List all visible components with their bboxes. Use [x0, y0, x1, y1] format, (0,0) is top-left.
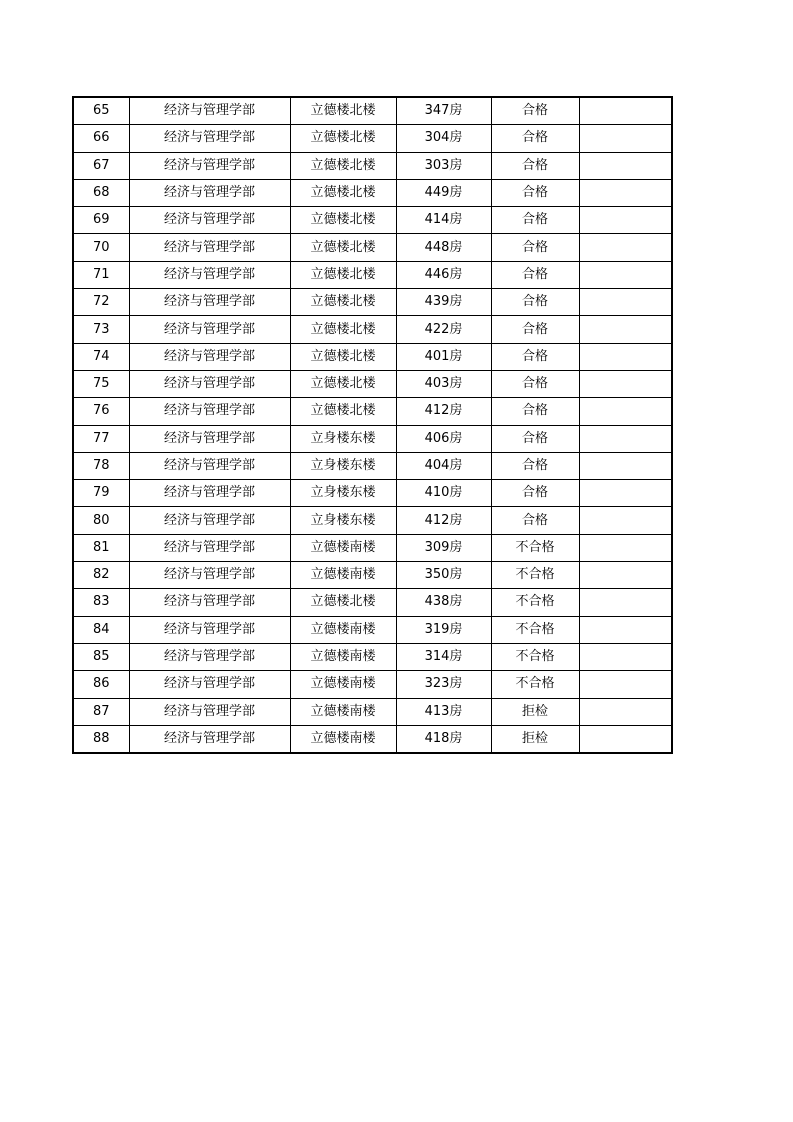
table-row [73, 562, 672, 589]
department-cell: 经济与管理学部 [129, 671, 290, 698]
building-cell: 立德楼北楼 [290, 289, 396, 316]
result-cell: 不合格 [491, 534, 579, 561]
department-cell: 经济与管理学部 [129, 289, 290, 316]
building-cell: 立德楼南楼 [290, 725, 396, 753]
department-cell: 经济与管理学部 [129, 616, 290, 643]
row-number-cell: 66 [73, 125, 129, 152]
department-cell: 经济与管理学部 [129, 725, 290, 753]
building-cell: 立德楼南楼 [290, 671, 396, 698]
building-cell: 立德楼北楼 [290, 370, 396, 397]
room-cell: 410房 [396, 480, 491, 507]
row-number-cell: 86 [73, 671, 129, 698]
inspection-table [72, 96, 673, 754]
result-cell: 不合格 [491, 671, 579, 698]
note-cell [579, 261, 672, 288]
result-cell: 合格 [491, 425, 579, 452]
row-number-cell: 72 [73, 289, 129, 316]
row-number-cell: 69 [73, 207, 129, 234]
room-cell: 422房 [396, 316, 491, 343]
result-cell: 合格 [491, 480, 579, 507]
result-cell: 合格 [491, 507, 579, 534]
result-cell: 合格 [491, 97, 579, 125]
result-cell: 合格 [491, 370, 579, 397]
department-cell: 经济与管理学部 [129, 152, 290, 179]
department-cell: 经济与管理学部 [129, 480, 290, 507]
row-number-cell: 67 [73, 152, 129, 179]
row-number-cell: 73 [73, 316, 129, 343]
note-cell [579, 343, 672, 370]
table-row [73, 671, 672, 698]
note-cell [579, 671, 672, 698]
building-cell: 立德楼南楼 [290, 534, 396, 561]
row-number-cell: 85 [73, 643, 129, 670]
building-cell: 立德楼南楼 [290, 643, 396, 670]
result-cell: 不合格 [491, 643, 579, 670]
room-cell: 438房 [396, 589, 491, 616]
building-cell: 立德楼北楼 [290, 343, 396, 370]
room-cell: 413房 [396, 698, 491, 725]
table-row [73, 370, 672, 397]
department-cell: 经济与管理学部 [129, 370, 290, 397]
room-cell: 323房 [396, 671, 491, 698]
row-number-cell: 80 [73, 507, 129, 534]
note-cell [579, 589, 672, 616]
room-cell: 401房 [396, 343, 491, 370]
row-number-cell: 75 [73, 370, 129, 397]
result-cell: 合格 [491, 261, 579, 288]
result-cell: 合格 [491, 452, 579, 479]
row-number-cell: 74 [73, 343, 129, 370]
room-cell: 403房 [396, 370, 491, 397]
table-row [73, 289, 672, 316]
department-cell: 经济与管理学部 [129, 562, 290, 589]
building-cell: 立德楼北楼 [290, 125, 396, 152]
department-cell: 经济与管理学部 [129, 452, 290, 479]
table-row [73, 316, 672, 343]
room-cell: 303房 [396, 152, 491, 179]
result-cell: 拒检 [491, 725, 579, 753]
room-cell: 412房 [396, 398, 491, 425]
note-cell [579, 480, 672, 507]
note-cell [579, 452, 672, 479]
result-cell: 合格 [491, 289, 579, 316]
building-cell: 立身楼东楼 [290, 452, 396, 479]
building-cell: 立身楼东楼 [290, 480, 396, 507]
table-row [73, 343, 672, 370]
department-cell: 经济与管理学部 [129, 507, 290, 534]
result-cell: 合格 [491, 152, 579, 179]
department-cell: 经济与管理学部 [129, 343, 290, 370]
note-cell [579, 534, 672, 561]
note-cell [579, 289, 672, 316]
building-cell: 立德楼北楼 [290, 398, 396, 425]
row-number-cell: 68 [73, 179, 129, 206]
note-cell [579, 125, 672, 152]
building-cell: 立德楼北楼 [290, 152, 396, 179]
row-number-cell: 79 [73, 480, 129, 507]
department-cell: 经济与管理学部 [129, 643, 290, 670]
result-cell: 合格 [491, 234, 579, 261]
result-cell: 合格 [491, 179, 579, 206]
table-row [73, 398, 672, 425]
result-cell: 不合格 [491, 562, 579, 589]
table-row [73, 643, 672, 670]
note-cell [579, 562, 672, 589]
room-cell: 314房 [396, 643, 491, 670]
department-cell: 经济与管理学部 [129, 207, 290, 234]
department-cell: 经济与管理学部 [129, 698, 290, 725]
table-row [73, 97, 672, 125]
building-cell: 立德楼北楼 [290, 589, 396, 616]
row-number-cell: 78 [73, 452, 129, 479]
department-cell: 经济与管理学部 [129, 261, 290, 288]
row-number-cell: 65 [73, 97, 129, 125]
room-cell: 406房 [396, 425, 491, 452]
table-row [73, 452, 672, 479]
result-cell: 合格 [491, 398, 579, 425]
table-row [73, 152, 672, 179]
room-cell: 414房 [396, 207, 491, 234]
result-cell: 合格 [491, 207, 579, 234]
note-cell [579, 370, 672, 397]
result-cell: 不合格 [491, 589, 579, 616]
note-cell [579, 698, 672, 725]
row-number-cell: 71 [73, 261, 129, 288]
department-cell: 经济与管理学部 [129, 97, 290, 125]
table-row [73, 234, 672, 261]
table-row [73, 725, 672, 753]
table-row [73, 616, 672, 643]
table-row [73, 207, 672, 234]
table-row [73, 534, 672, 561]
row-number-cell: 76 [73, 398, 129, 425]
building-cell: 立德楼北楼 [290, 179, 396, 206]
room-cell: 446房 [396, 261, 491, 288]
row-number-cell: 88 [73, 725, 129, 753]
room-cell: 439房 [396, 289, 491, 316]
note-cell [579, 97, 672, 125]
note-cell [579, 398, 672, 425]
note-cell [579, 425, 672, 452]
note-cell [579, 152, 672, 179]
row-number-cell: 70 [73, 234, 129, 261]
building-cell: 立德楼北楼 [290, 97, 396, 125]
building-cell: 立德楼南楼 [290, 562, 396, 589]
building-cell: 立德楼南楼 [290, 698, 396, 725]
row-number-cell: 87 [73, 698, 129, 725]
building-cell: 立德楼北楼 [290, 261, 396, 288]
result-cell: 合格 [491, 125, 579, 152]
note-cell [579, 207, 672, 234]
department-cell: 经济与管理学部 [129, 316, 290, 343]
room-cell: 350房 [396, 562, 491, 589]
note-cell [579, 643, 672, 670]
room-cell: 347房 [396, 97, 491, 125]
result-cell: 不合格 [491, 616, 579, 643]
row-number-cell: 82 [73, 562, 129, 589]
building-cell: 立德楼南楼 [290, 616, 396, 643]
building-cell: 立身楼东楼 [290, 425, 396, 452]
room-cell: 404房 [396, 452, 491, 479]
note-cell [579, 725, 672, 753]
room-cell: 319房 [396, 616, 491, 643]
row-number-cell: 83 [73, 589, 129, 616]
table-row [73, 125, 672, 152]
department-cell: 经济与管理学部 [129, 398, 290, 425]
note-cell [579, 616, 672, 643]
row-number-cell: 84 [73, 616, 129, 643]
department-cell: 经济与管理学部 [129, 589, 290, 616]
department-cell: 经济与管理学部 [129, 179, 290, 206]
table-row [73, 698, 672, 725]
room-cell: 304房 [396, 125, 491, 152]
result-cell: 合格 [491, 343, 579, 370]
department-cell: 经济与管理学部 [129, 534, 290, 561]
table-body [73, 97, 672, 753]
room-cell: 412房 [396, 507, 491, 534]
building-cell: 立德楼北楼 [290, 234, 396, 261]
table-row [73, 589, 672, 616]
note-cell [579, 179, 672, 206]
room-cell: 418房 [396, 725, 491, 753]
result-cell: 拒检 [491, 698, 579, 725]
note-cell [579, 316, 672, 343]
table-row [73, 480, 672, 507]
result-cell: 合格 [491, 316, 579, 343]
table-row [73, 425, 672, 452]
note-cell [579, 507, 672, 534]
note-cell [579, 234, 672, 261]
room-cell: 309房 [396, 534, 491, 561]
table-row [73, 261, 672, 288]
building-cell: 立身楼东楼 [290, 507, 396, 534]
table-row [73, 507, 672, 534]
department-cell: 经济与管理学部 [129, 425, 290, 452]
department-cell: 经济与管理学部 [129, 234, 290, 261]
room-cell: 448房 [396, 234, 491, 261]
row-number-cell: 81 [73, 534, 129, 561]
table-row [73, 179, 672, 206]
room-cell: 449房 [396, 179, 491, 206]
department-cell: 经济与管理学部 [129, 125, 290, 152]
building-cell: 立德楼北楼 [290, 316, 396, 343]
building-cell: 立德楼北楼 [290, 207, 396, 234]
row-number-cell: 77 [73, 425, 129, 452]
